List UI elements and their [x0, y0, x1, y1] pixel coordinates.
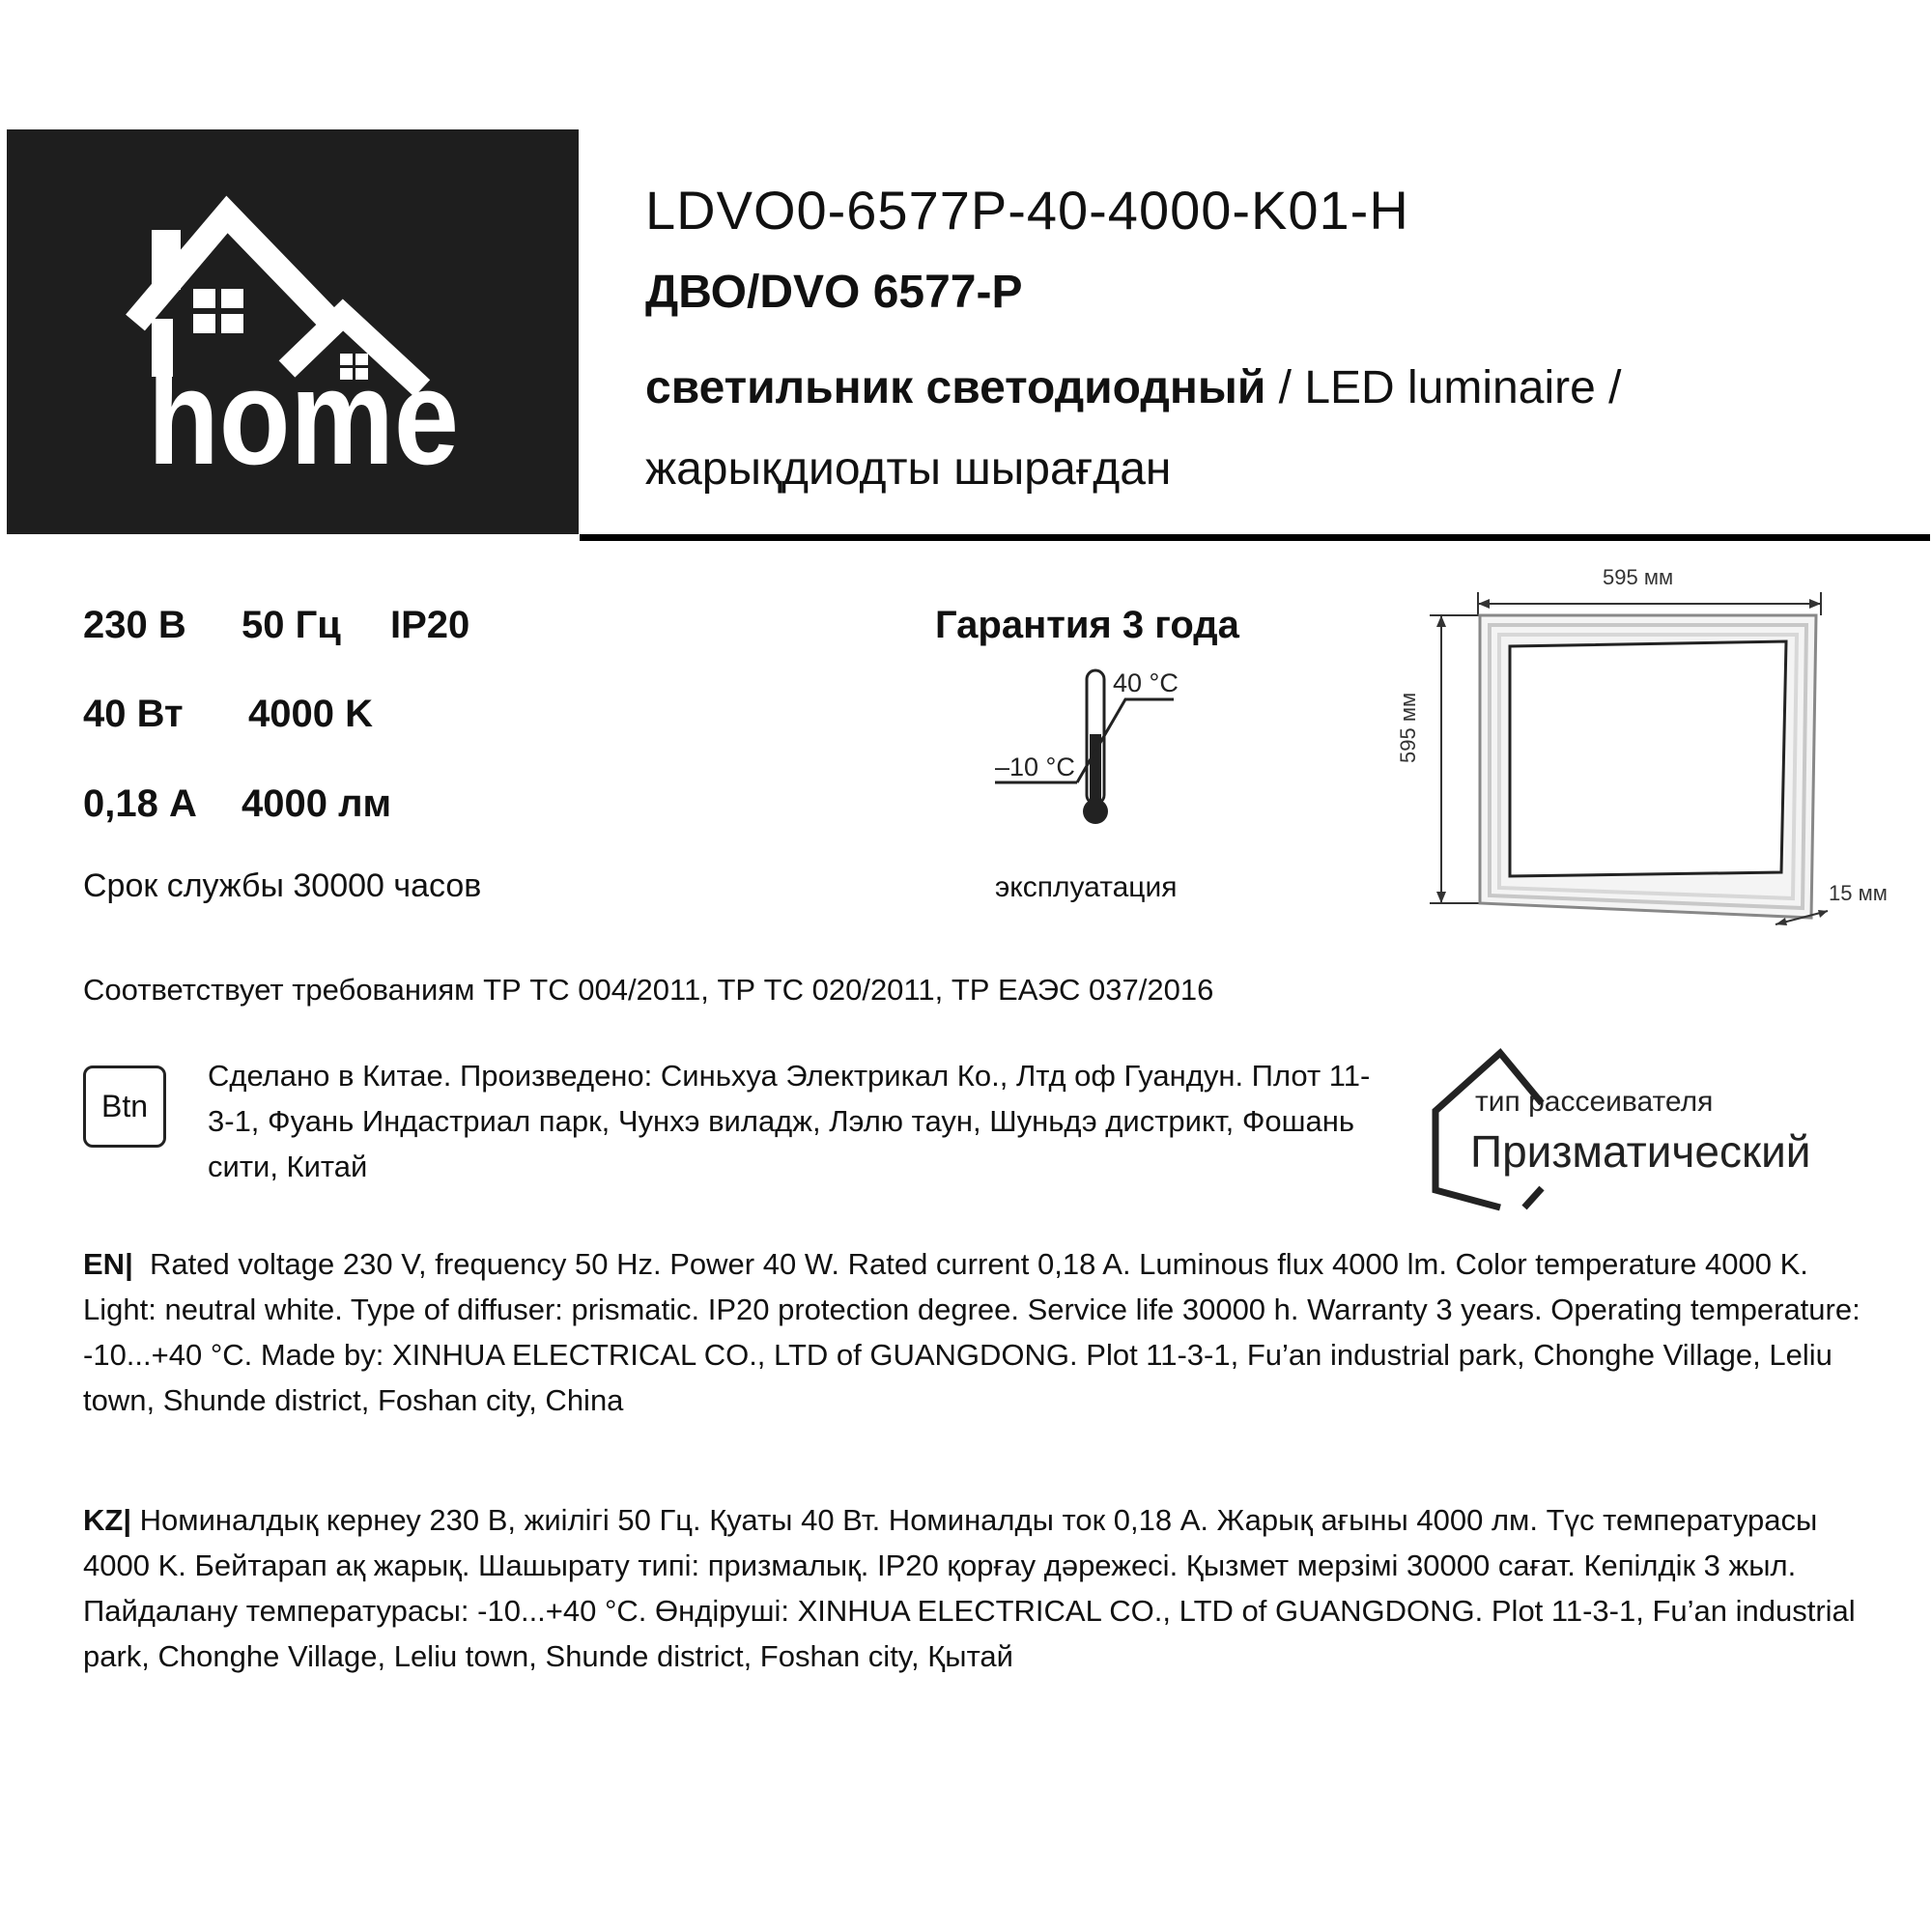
dimension-width: 595 мм — [1603, 565, 1674, 589]
description-kz: жарықдиодты шырағдан — [645, 443, 1172, 495]
logo-wordmark: home — [148, 341, 459, 493]
dimension-depth: 15 мм — [1829, 881, 1888, 905]
temp-max-label: 40 °C — [1113, 668, 1179, 697]
en-text: Rated voltage 230 V, frequency 50 Hz. Power 40 W. Rated current 0,18 A. Luminous flux 4000 lm. Color temperature 4000 K. Light: neutral white. Type of diffuser: prismatic. IP20 protection degree. Service life 30000 h. Warranty 3 years. Operating temperature: -10...+40 °C. Made by: XINHUA ELECTRICAL CO., LTD of GUANGDONG. Plot 11-3-1, Fu’an industrial park, Chonghe Village, Leliu town, Shunde district, Foshan city, China — [83, 1247, 1861, 1417]
compliance-text: Соответствует требованиям ТР ТС 004/2011, ТР ТС 020/2011, ТР ЕАЭС 037/2016 — [83, 973, 1214, 1007]
thermometer-icon — [985, 657, 1198, 831]
spec-lifetime: Срок службы 30000 часов — [83, 867, 482, 904]
dimension-height: 595 мм — [1396, 692, 1420, 763]
warranty-title: Гарантия 3 года — [935, 604, 1239, 646]
spec-color-temp: 4000 K — [248, 693, 373, 735]
spec-flux: 4000 лм — [242, 782, 392, 825]
origin-text: Сделано в Китае. Произведено: Синьхуа Электрикал Ко., Лтд оф Гуандун. Плот 11-3-1, Фуань Индастриал парк, Чунхэ виладж, Лэлю таун, Шуньдэ дистрикт, Фошань сити, Китай — [208, 1059, 1371, 1183]
description-ru: светильник светодиодный — [645, 362, 1266, 413]
series-name: ДВО/DVO 6577-P — [645, 267, 1023, 318]
description-en: / LED luminaire / — [1265, 362, 1622, 413]
header-divider — [580, 534, 1930, 541]
kz-paragraph — [83, 1497, 1880, 1679]
diffuser-value: Призматический — [1470, 1126, 1811, 1177]
kz-text: Номиналдық кернеу 230 В, жиілігі 50 Гц. Қуаты 40 Вт. Номиналды ток 0,18 А. Жарық ағыны 4000 лм. Түс температурасы 4000 K. Бейтарап ақ жарық. Шашырату типі: призмалық. IP20 қорғау дәрежесі. Қызмет мерзімі 30000 сағат. Кепілдік 3 жыл. Пайдалану температурасы: -10...+40 °C. Өндіруші: XINHUA ELECTRICAL CO., LTD of GUANGDONG. Plot 11-3-1, Fu’an industrial park, Chonghe Village, Leliu town, Shunde district, Foshan city, Қытай — [83, 1503, 1856, 1673]
spec-frequency: 50 Гц — [242, 604, 341, 646]
temp-min-label: –10 °C — [995, 753, 1075, 781]
model-code: LDVO0-6577P-40-4000-K01-H — [645, 180, 1409, 241]
house-icon — [7, 129, 579, 534]
kz-tag: KZ| — [83, 1503, 131, 1537]
diffuser-label: тип рассеивателя — [1475, 1086, 1714, 1118]
spec-power: 40 Вт — [83, 693, 184, 735]
operation-caption: эксплуатация — [995, 871, 1178, 903]
spec-ip: IP20 — [390, 604, 470, 646]
spec-voltage: 230 В — [83, 604, 186, 646]
origin-badge: Btn — [83, 1065, 166, 1148]
en-paragraph — [83, 1241, 1880, 1423]
spec-current: 0,18 А — [83, 782, 197, 825]
description-line-1 — [645, 361, 1621, 414]
brand-logo — [7, 129, 579, 534]
en-tag: EN| — [83, 1247, 133, 1281]
